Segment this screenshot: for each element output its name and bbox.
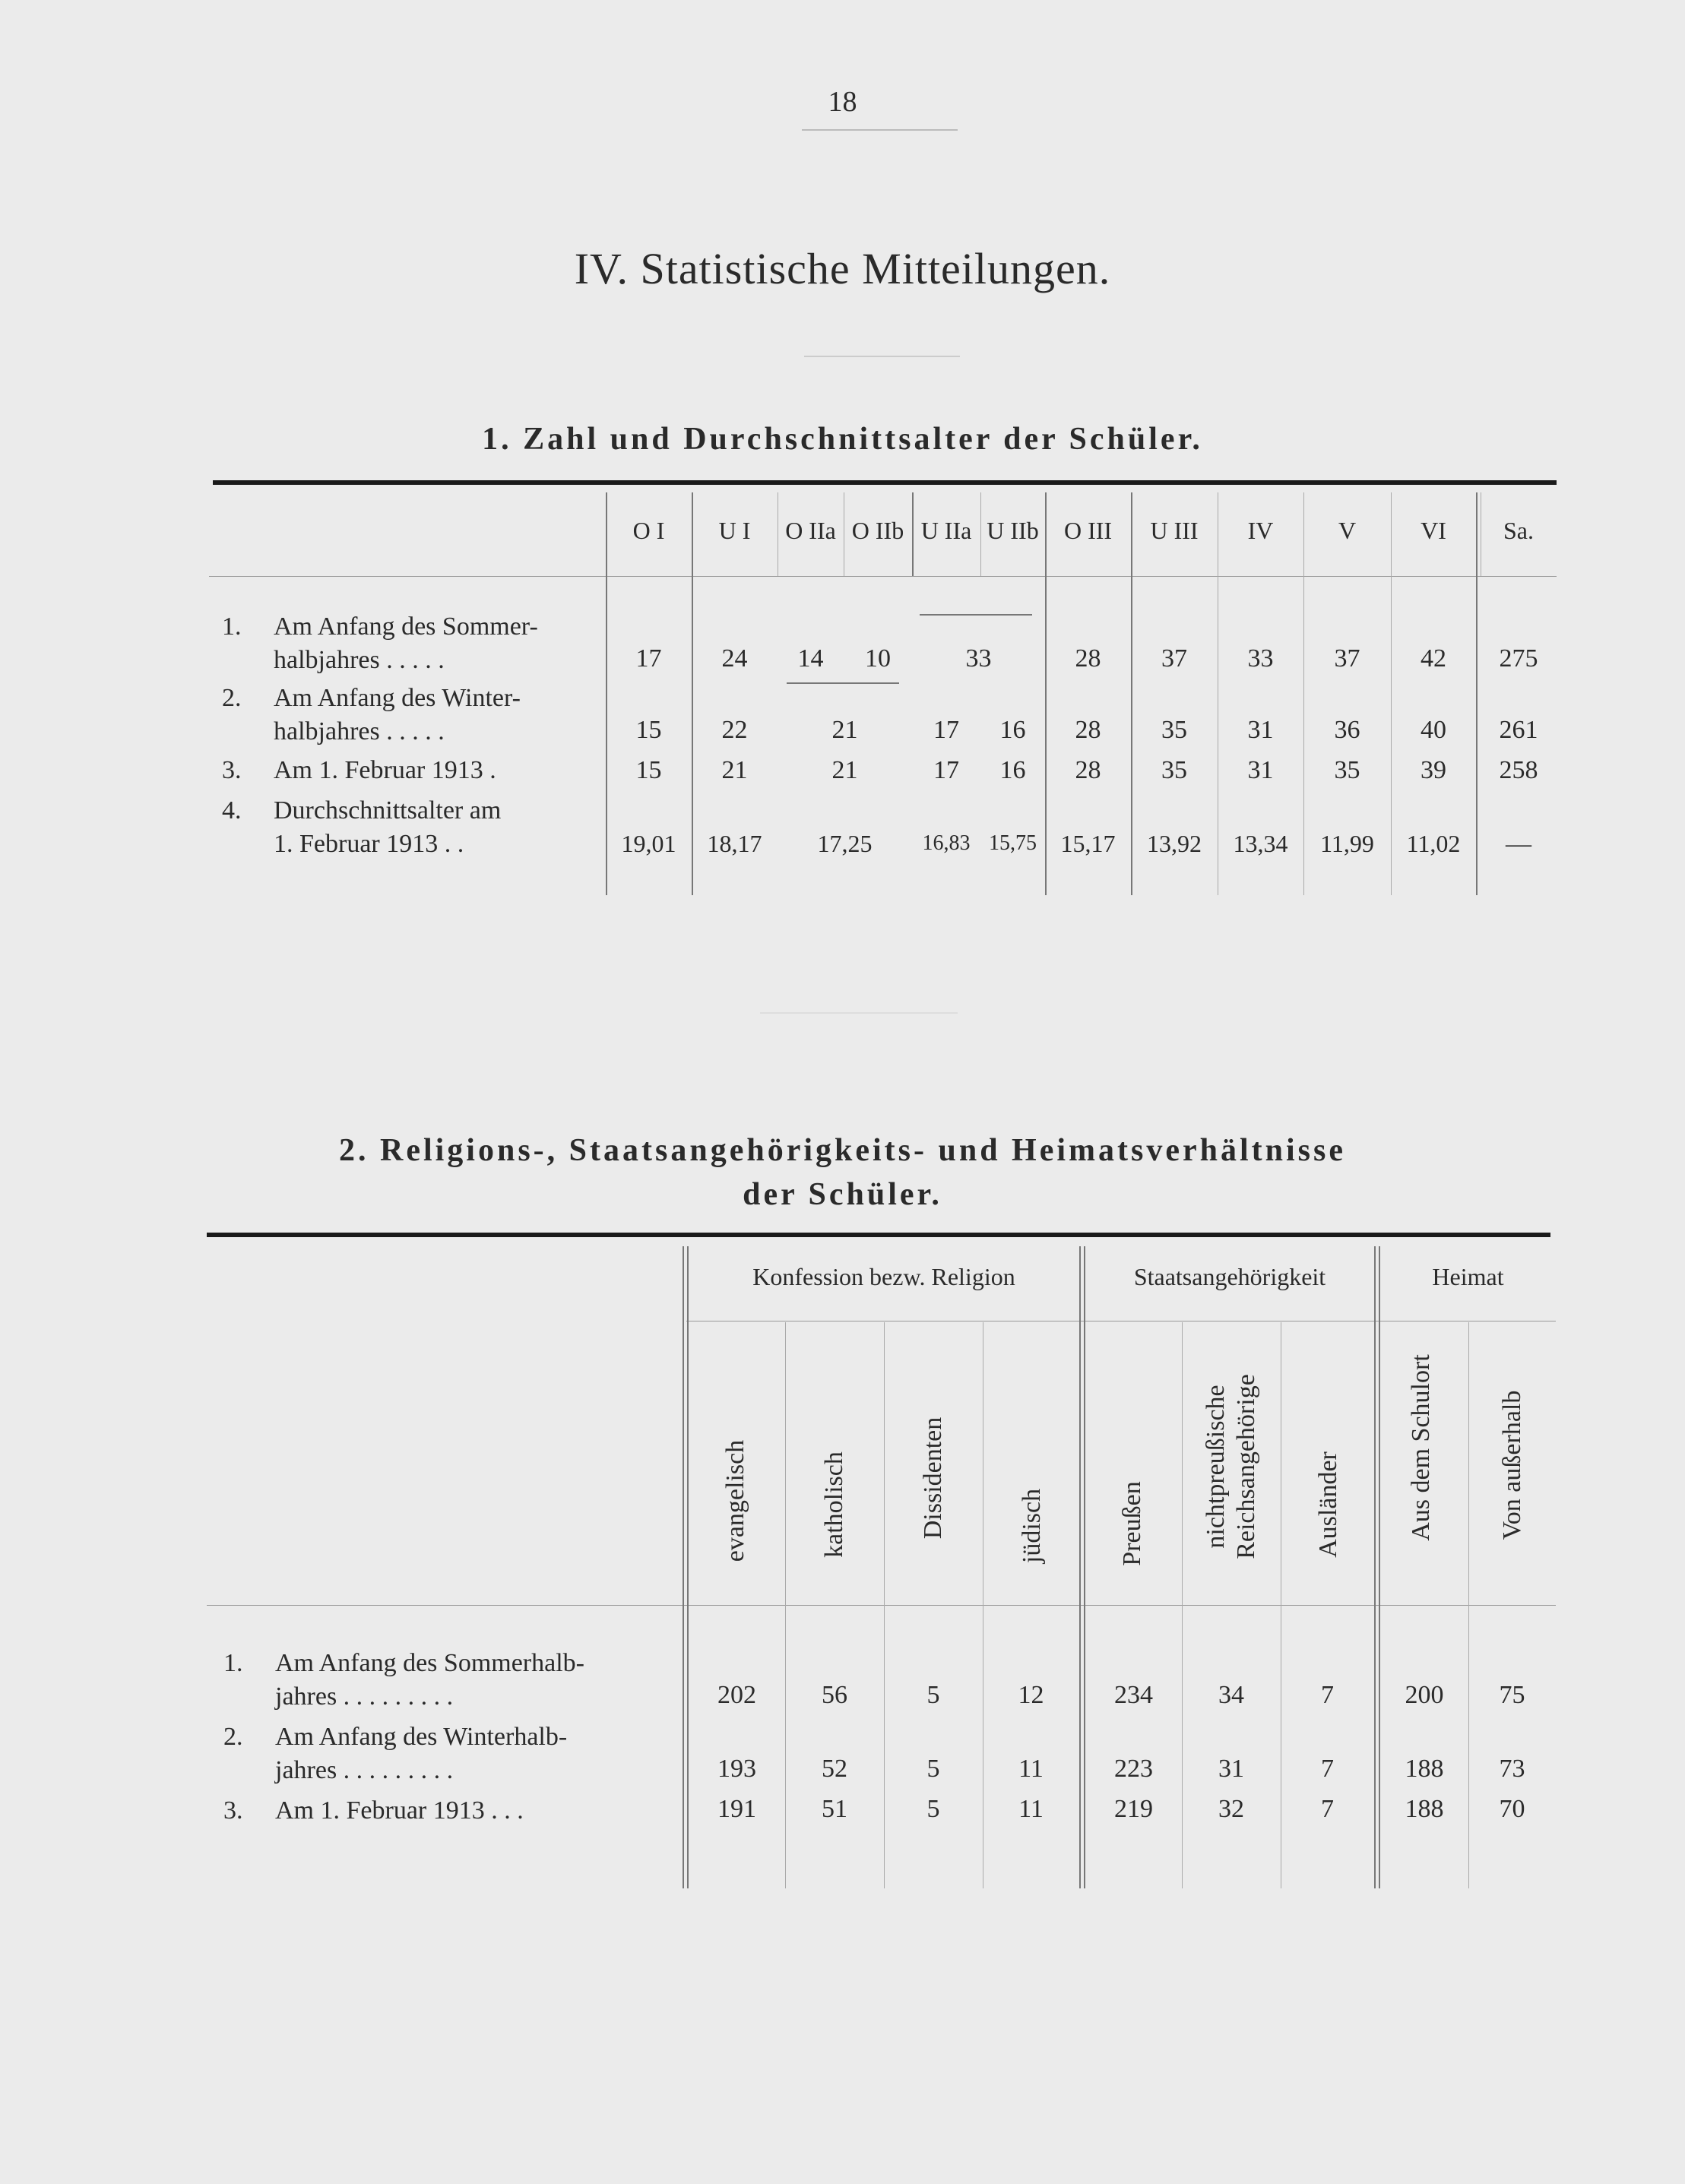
col-header: O III [1063, 517, 1113, 544]
group-header: Konfession bezw. Religion [752, 1263, 1015, 1290]
group-header: Heimat [1432, 1263, 1504, 1290]
col-header: O IIb [851, 517, 904, 544]
section-divider [760, 1012, 958, 1014]
col-header: U I [718, 517, 751, 544]
col-header: nichtpreußische [1202, 1385, 1230, 1549]
table1-top-rule [213, 480, 1557, 485]
col-header: O I [632, 517, 665, 544]
col-header: Von außerhalb [1498, 1390, 1527, 1540]
table2-top-rule [207, 1233, 1550, 1237]
col-header: U III [1150, 517, 1199, 544]
col-header: Preußen [1118, 1481, 1147, 1566]
table2-header-rule [207, 1605, 1556, 1606]
col-header: IV [1247, 517, 1274, 544]
col-header: jüdisch [1018, 1488, 1047, 1564]
section2-title: 2. Religions-, Staatsangehörigkeits- und Heimatsverhältnisse [338, 1133, 1347, 1168]
col-header: VI [1421, 517, 1446, 544]
col-header: evangelisch [721, 1439, 750, 1562]
col-header: Aus dem Schulort [1407, 1354, 1436, 1541]
title-rule [804, 356, 960, 357]
col-header: U IIa [920, 517, 972, 544]
col-header: Sa. [1503, 517, 1534, 544]
main-title: IV. Statistische Mitteilungen. [574, 244, 1111, 293]
section1-title: 1. Zahl und Durchschnittsalter der Schüler. [482, 422, 1203, 457]
col-header: O IIa [785, 517, 836, 544]
col-header: U IIb [987, 517, 1039, 544]
col-header: katholisch [820, 1451, 849, 1558]
page-number: 18 [828, 86, 857, 118]
group-header: Staatsangehörigkeit [1133, 1263, 1326, 1290]
page-number-rule [802, 129, 958, 131]
section2-title-line2: der Schüler. [743, 1177, 942, 1212]
col-header: Ausländer [1314, 1451, 1343, 1558]
col-header: Reichsangehörige [1232, 1374, 1261, 1559]
table1-header-rule [209, 576, 1557, 577]
col-header: Dissidenten [919, 1416, 948, 1540]
col-header: V [1338, 517, 1357, 544]
